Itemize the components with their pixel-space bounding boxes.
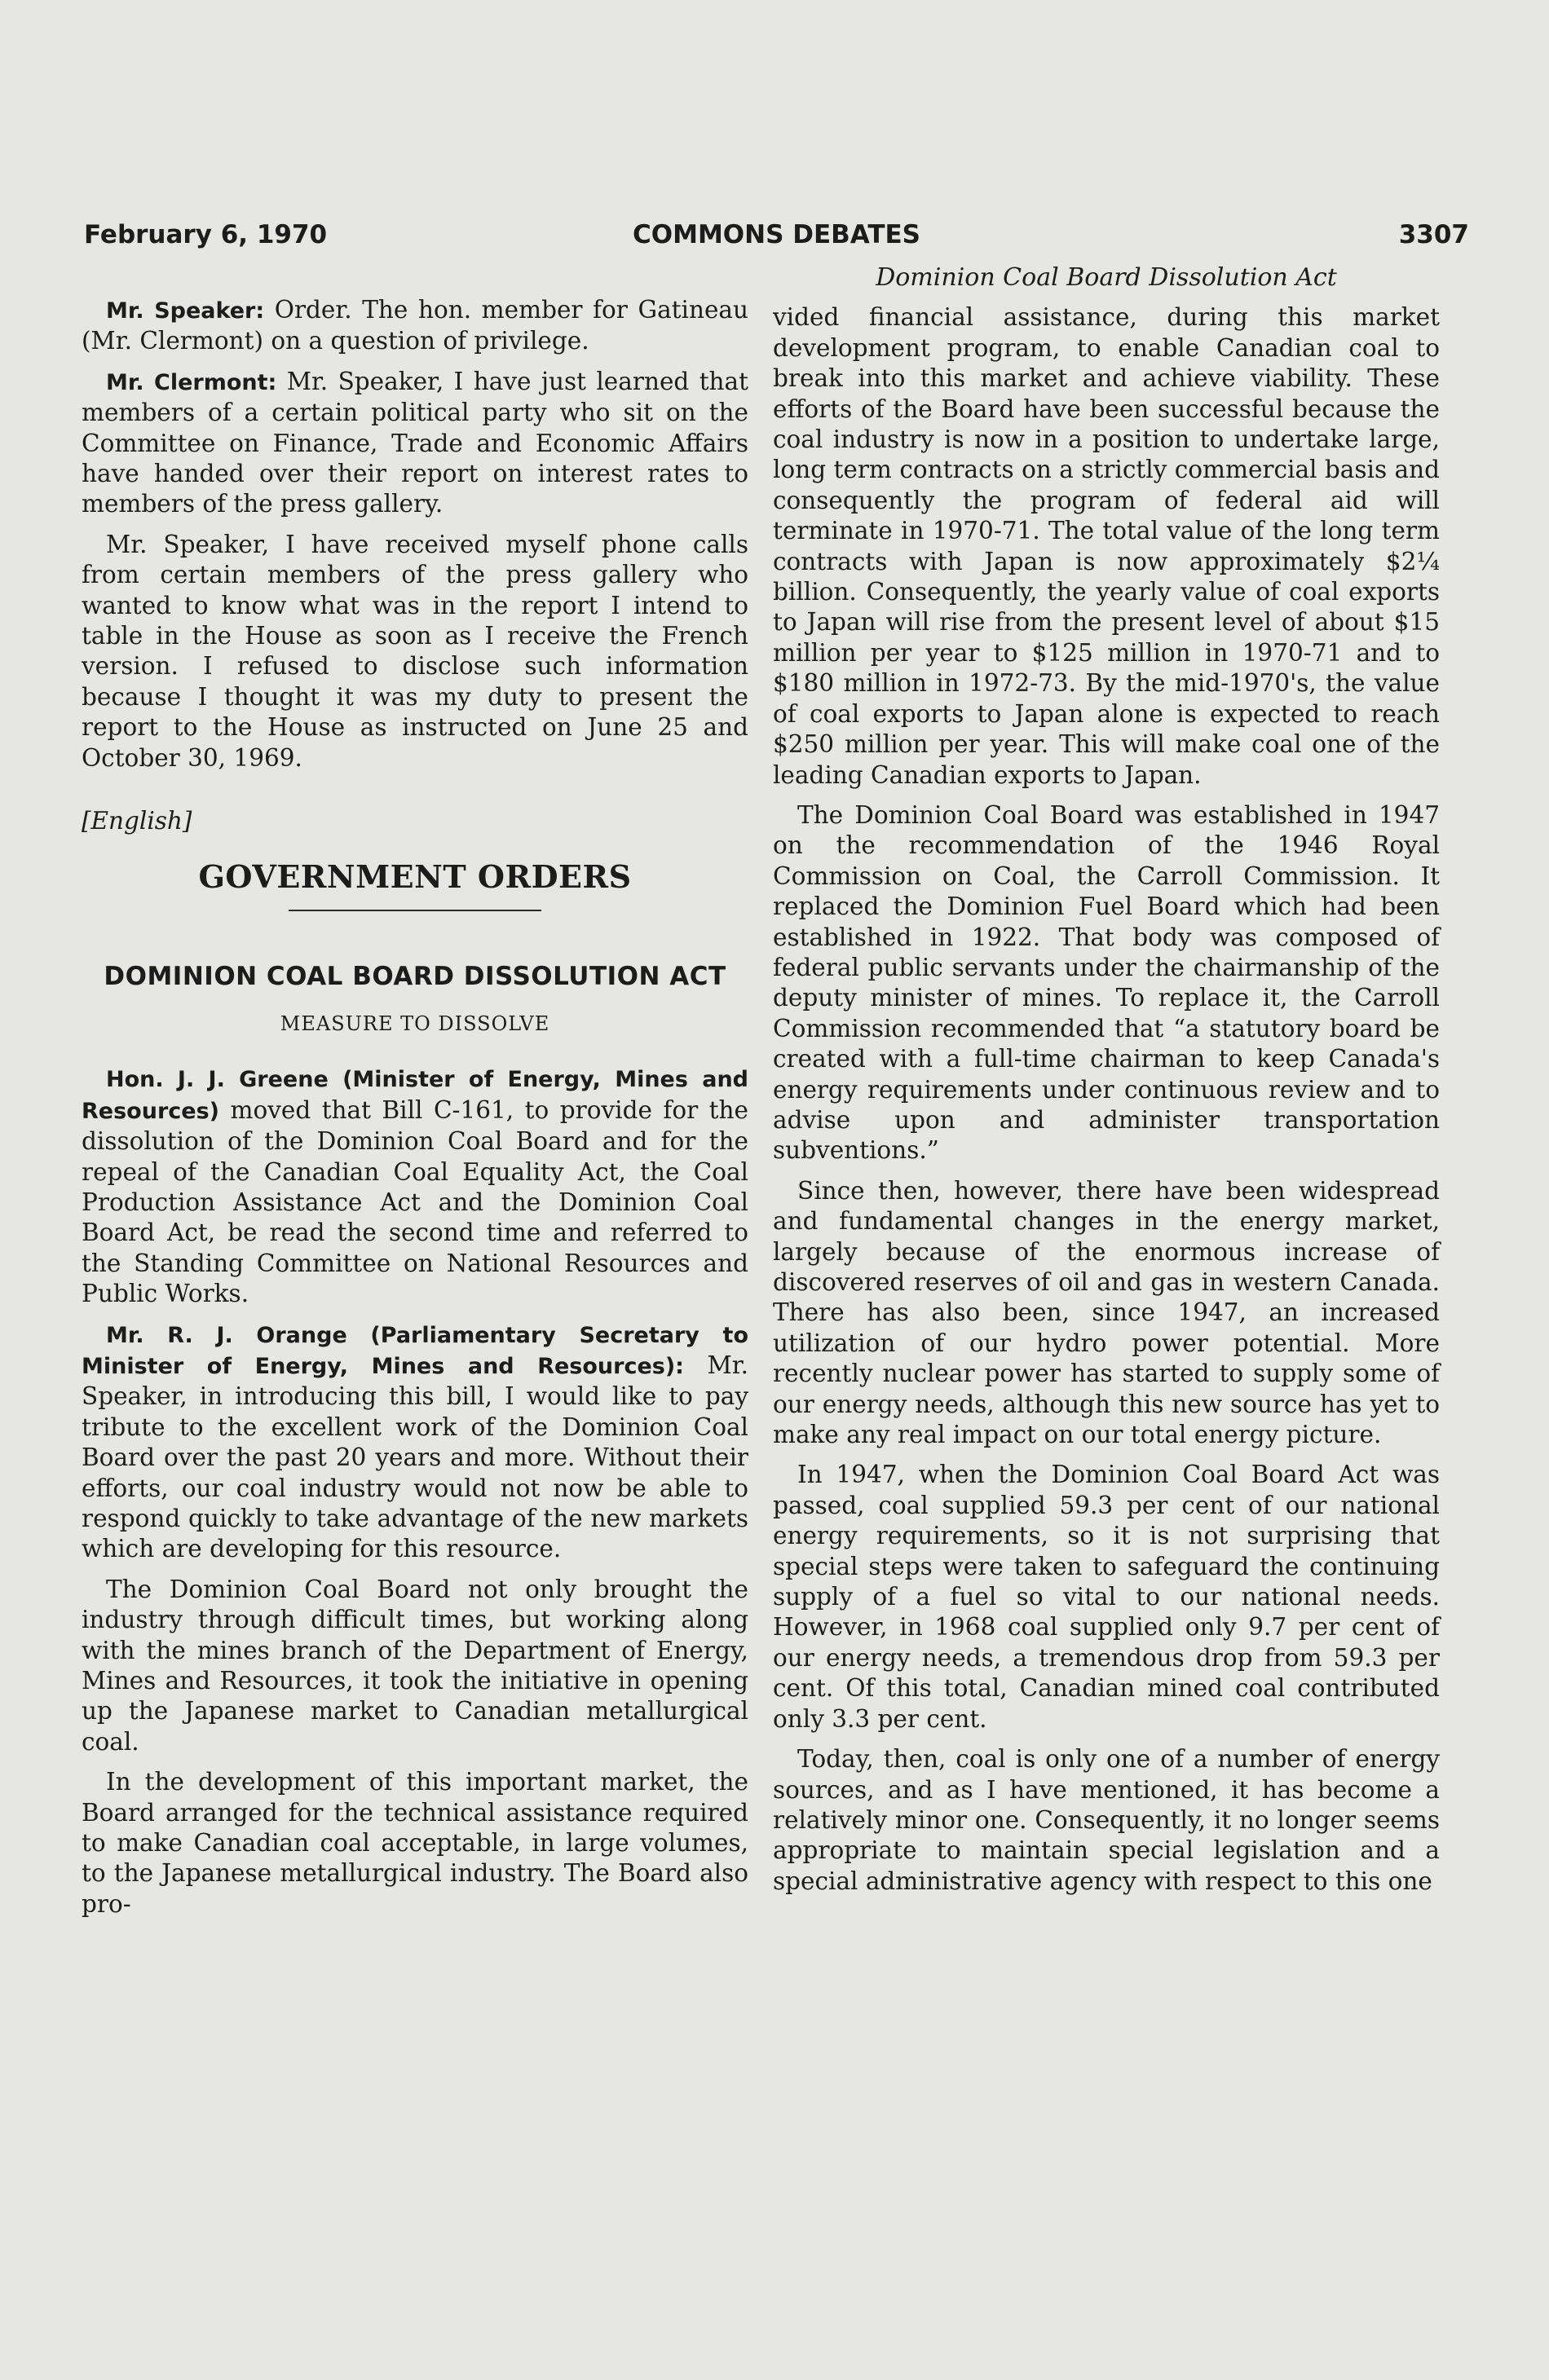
left-column	[82, 295, 748, 1929]
paragraph-speaker-order	[82, 295, 748, 357]
paragraph-text: Mr. Speaker, I have just learned that members of a certain political party who sit on the Committee on Finance, Trade and Economic Affairs have handed over their report on interest rates to members of the press gallery.	[82, 367, 748, 518]
header-date: February 6, 1970	[84, 220, 328, 249]
paragraph-market-development: In the development of this important market, the Board arranged for the technical assistance required to make Canadian coal acceptable, in large volumes, to the Japanese metallurgical industry. The Board also pro-	[82, 1768, 748, 1918]
measure-subtitle: MEASURE TO DISSOLVE	[280, 1012, 550, 1035]
language-note: [English]	[82, 807, 192, 835]
running-head	[84, 220, 1469, 256]
speaker-name: Hon. J. J. Greene (Minister of Energy, Mines and Resources)	[82, 1067, 748, 1124]
speaker-name: Mr. Speaker:	[106, 298, 265, 324]
paragraph-text: Mr. Speaker, in introducing this bill, I would like to pay tribute to the excellent work of the Dominion Coal Board over the past 20 years and more. Without their efforts, our coal industry would not now be able to respond quickly to take advantage of the new markets which are developing for this resource.	[82, 1351, 748, 1563]
page-number: 3307	[1398, 220, 1469, 249]
paragraph-energy-changes: Since then, however, there have been widespread and fundamental changes in the energy market, largely because of the enormous increase of discovered reserves of oil and gas in western Canada. There has also been, since 1947, an increased utilization of our hydro power potential. More recently nuclear power has started to supply some of our energy needs, although this new source has yet to make any real impact on our total energy picture.	[773, 1176, 1440, 1449]
paragraph-financial-assistance: vided financial assistance, during this market development program, to enable Canadian coal to break into this market and achieve viability. These efforts of the Board have been successful because the coal industry is now in a position to undertake large, long term contracts on a strictly commercial basis and consequently the program of federal aid will terminate in 1970-71. The total value of the long term contracts with Japan is now approximately $2¼ billion. Consequently, the yearly value of coal exports to Japan will rise from the present level of about $15 million per year to $125 million in 1970-71 and to $180 million in 1972-73. By the mid-1970's, the value of coal exports to Japan alone is expected to reach $250 million per year. This will make coal one of the leading Canadian exports to Japan.	[773, 303, 1440, 789]
paragraph-board-role: The Dominion Coal Board not only brought the industry through difficult times, but working along with the mines branch of the Department of Energy, Mines and Resources, it took the initiative in opening up the Japanese market to Canadian metallurgical coal.	[82, 1575, 748, 1756]
section-heading: GOVERNMENT ORDERS	[198, 857, 632, 895]
speaker-name: Mr. Clermont:	[106, 369, 277, 395]
paragraph-conclusion: Today, then, coal is only one of a number of energy sources, and as I have mentioned, it has become a relatively minor one. Consequently, it no longer seems appropriate to maintain special legislation and a special administrative agency with respect to this one	[773, 1745, 1440, 1895]
speaker-name: Mr. R. J. Orange (Parliamentary Secretary to Minister of Energy, Mines and Resources):	[82, 1322, 748, 1379]
paragraph-board-history: The Dominion Coal Board was established in 1947 on the recommendation of the 1946 Royal Commission on Coal, the Carroll Commission. It replaced the Dominion Fuel Board which had been established in 1922. That body was composed of federal public servants under the chairmanship of the deputy minister of mines. To replace it, the Carroll Commission recommended that “a statutory board be created with a full-time chairman to keep Canada's energy requirements under continuous review and to advise upon and administer transportation subventions.”	[773, 800, 1440, 1165]
paragraph-clermont	[82, 367, 748, 520]
paragraph-text: Order. The hon. member for Gatineau (Mr. Clermont) on a question of privilege.	[82, 296, 748, 355]
running-subhead: Dominion Coal Board Dissolution Act	[876, 263, 1337, 292]
divider-rule	[289, 910, 541, 911]
header-title: COMMONS DEBATES	[633, 220, 920, 249]
bill-title: DOMINION COAL BOARD DISSOLUTION ACT	[104, 961, 726, 991]
right-column	[773, 262, 1440, 1906]
paragraph-clermont-continued: Mr. Speaker, I have received myself phone calls from certain members of the press gallery who wanted to know what was in the report I intend to table in the House as soon as I receive the French version. I refused to disclose such information because I thought it was my duty to present the report to the House as instructed on June 25 and October 30, 1969.	[82, 530, 748, 772]
paragraph-text: moved that Bill C-161, to provide for the dissolution of the Dominion Coal Board and for the repeal of the Canadian Coal Equality Act, the Coal Production Assistance Act and the Dominion Coal Board Act, be read the second time and referred to the Standing Committee on National Resources and Public Works.	[82, 1095, 748, 1308]
paragraph-greene-motion	[82, 1064, 748, 1309]
paragraph-orange	[82, 1320, 748, 1565]
paragraph-coal-share: In 1947, when the Dominion Coal Board Act was passed, coal supplied 59.3 per cent of our national energy requirements, so it is not surprising that special steps were taken to safeguard the continuing supply of a fuel so vital to our national needs. However, in 1968 coal supplied only 9.7 per cent of our energy needs, a tremendous drop from 59.3 per cent. Of this total, Canadian mined coal contributed only 3.3 per cent.	[773, 1461, 1440, 1733]
